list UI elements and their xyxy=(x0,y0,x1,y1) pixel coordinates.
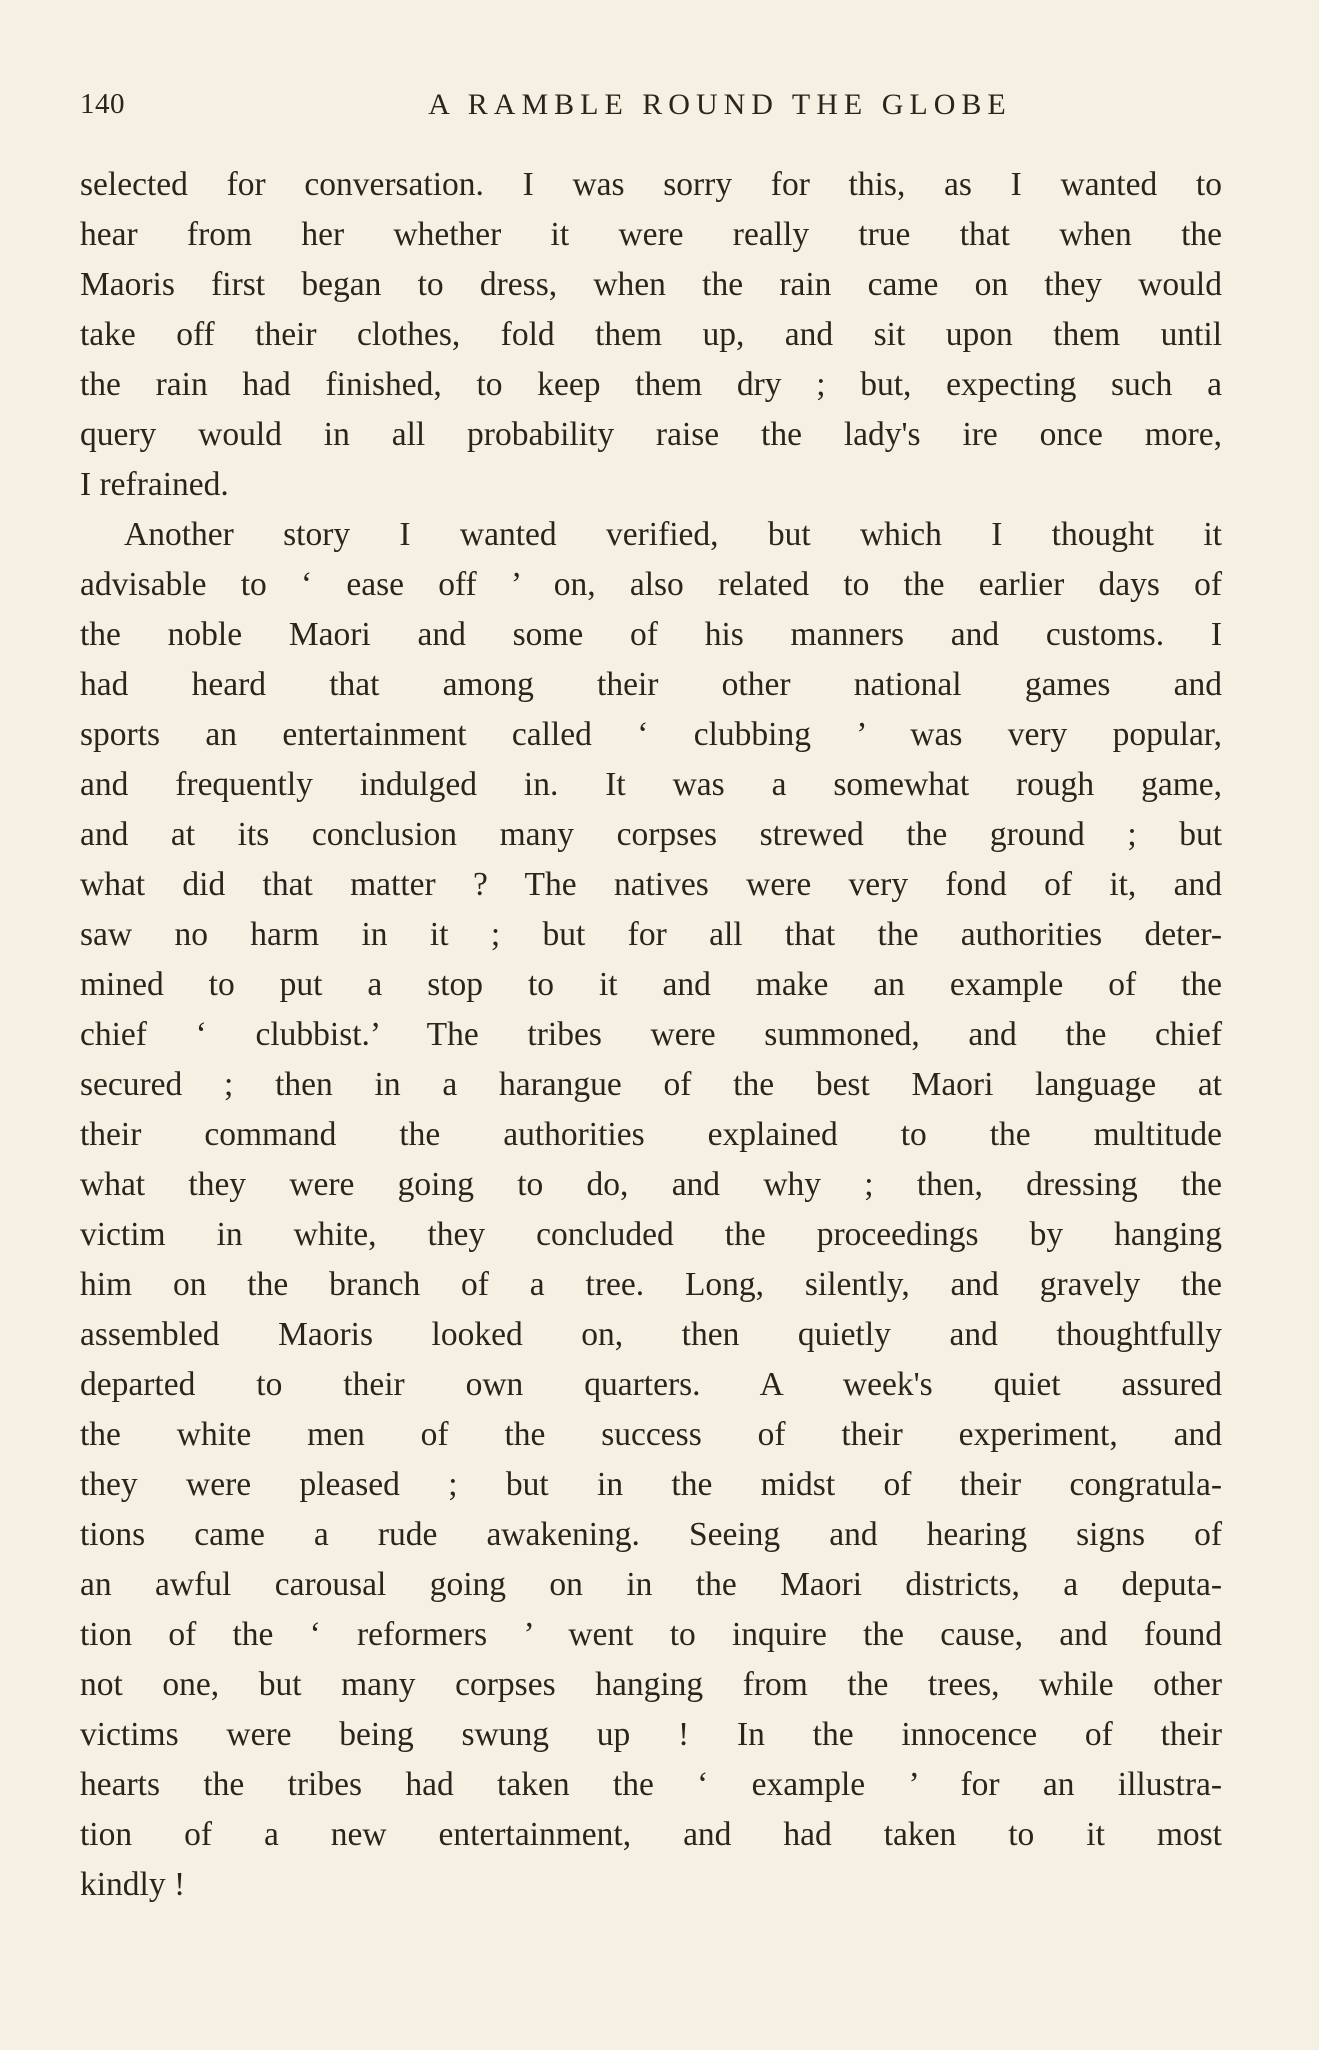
text-line: had heard that among their other national games and xyxy=(80,666,1222,703)
body-text xyxy=(80,160,1222,1910)
text-line: tions came a rude awakening. Seeing and hearing signs of xyxy=(80,1516,1222,1553)
text-line: not one, but many corpses hanging from the trees, while other xyxy=(80,1666,1222,1703)
text-line: their command the authorities explained to the multitude xyxy=(80,1116,1222,1153)
text-line: tion of a new entertainment, and had taken to it most xyxy=(80,1816,1222,1853)
page-header xyxy=(80,88,1222,134)
text-line: an awful carousal going on in the Maori districts, a deputa- xyxy=(80,1566,1222,1603)
text-line: departed to their own quarters. A week's quiet assured xyxy=(80,1366,1222,1403)
text-line: assembled Maoris looked on, then quietly and thoughtfully xyxy=(80,1316,1222,1353)
text-line: mined to put a stop to it and make an example of the xyxy=(80,966,1222,1003)
text-line: hear from her whether it were really true that when the xyxy=(80,216,1222,253)
paragraph xyxy=(80,160,1222,510)
text-line: advisable to ‘ ease off ’ on, also related to the earlier days of xyxy=(80,566,1222,603)
text-line: take off their clothes, fold them up, and sit upon them until xyxy=(80,316,1222,353)
paragraph xyxy=(80,510,1222,1910)
text-line: the rain had finished, to keep them dry ; but, expecting such a xyxy=(80,366,1222,403)
text-line: what did that matter ? The natives were very fond of it, and xyxy=(80,866,1222,903)
text-line: what they were going to do, and why ; then, dressing the xyxy=(80,1166,1222,1203)
page-number: 140 xyxy=(80,88,125,120)
text-line: kindly ! xyxy=(80,1866,186,1903)
text-line: and frequently indulged in. It was a somewhat rough game, xyxy=(80,766,1222,803)
text-line: chief ‘ clubbist.’ The tribes were summoned, and the chief xyxy=(80,1016,1222,1053)
text-line: I refrained. xyxy=(80,466,229,503)
text-line: him on the branch of a tree. Long, silently, and gravely the xyxy=(80,1266,1222,1303)
text-line: query would in all probability raise the lady's ire once more, xyxy=(80,416,1222,453)
running-title: A RAMBLE ROUND THE GLOBE xyxy=(428,88,1012,121)
text-line: saw no harm in it ; but for all that the authorities deter- xyxy=(80,916,1222,953)
text-line: sports an entertainment called ‘ clubbing ’ was very popular, xyxy=(80,716,1222,753)
text-line: the noble Maori and some of his manners and customs. I xyxy=(80,616,1222,653)
text-line: tion of the ‘ reformers ’ went to inquire the cause, and found xyxy=(80,1616,1222,1653)
text-line: victims were being swung up ! In the innocence of their xyxy=(80,1716,1222,1753)
text-line: Maoris first began to dress, when the rain came on they would xyxy=(80,266,1222,303)
text-line: secured ; then in a harangue of the best Maori language at xyxy=(80,1066,1222,1103)
text-line: Another story I wanted verified, but which I thought it xyxy=(124,516,1222,553)
text-line: victim in white, they concluded the proceedings by hanging xyxy=(80,1216,1222,1253)
text-line: the white men of the success of their experiment, and xyxy=(80,1416,1222,1453)
text-line: hearts the tribes had taken the ‘ example ’ for an illustra- xyxy=(80,1766,1222,1803)
text-line: selected for conversation. I was sorry for this, as I wanted to xyxy=(80,166,1222,203)
text-line: and at its conclusion many corpses strewed the ground ; but xyxy=(80,816,1222,853)
text-line: they were pleased ; but in the midst of their congratula- xyxy=(80,1466,1222,1503)
